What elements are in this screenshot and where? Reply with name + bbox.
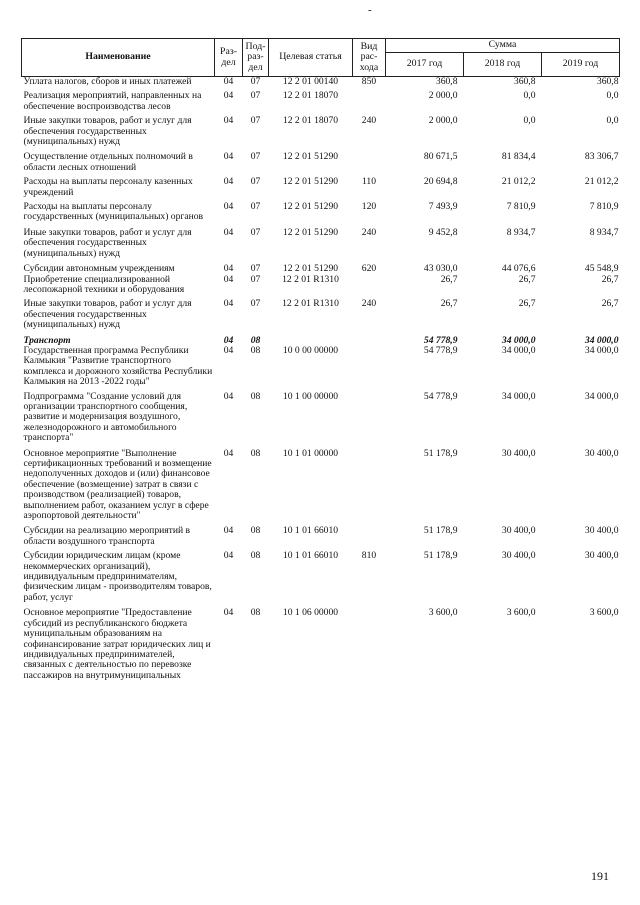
row-name: Основное мероприятие "Выполнение сертификационных требований и возмещение недополученных доходов и (или) финансовое обеспечение (возмещение) затрат в связи с производством (реализацией) товаров, выполнением работ, оказанием услуг в сфере аэропортовой деятельности" — [23, 447, 212, 522]
header-2018: 2018 год — [464, 53, 542, 77]
row-sum-2019: 34 000,0 — [584, 334, 619, 346]
row-sum-2019: 0,0 — [606, 90, 619, 102]
row-expense-type: 110 — [361, 176, 377, 188]
row-sum-2017: 54 778,9 — [423, 344, 458, 356]
row-name: Субсидии юридическим лицам (кроме некоммерческих организаций), индивидуальным предпринимателям, физическим лицам - производителям товаров, работ, услуг — [23, 550, 212, 603]
row-target: 10 1 00 00000 — [282, 390, 339, 402]
row-sum-2018: 3 600,0 — [506, 607, 536, 619]
row-sum-2019: 7 810,9 — [589, 201, 619, 213]
row-name: Иные закупки товаров, работ и услуг для обеспечения государственных (муниципальных) нужд — [23, 226, 192, 259]
table-row — [22, 116, 620, 152]
row-expense-type — [353, 392, 386, 449]
row-target: 12 2 01 51290 — [282, 151, 339, 163]
row-section: 04 — [223, 201, 234, 213]
row-subsection: 07 — [250, 273, 261, 285]
row-name: Подпрограмма "Создание условий для организации транспортного сообщения, развитие и модернизация воздушного, железнодорожного и автомобильного транспорта" — [23, 390, 188, 444]
table-body — [22, 77, 620, 682]
row-sum-2017: 51 178,9 — [423, 550, 458, 562]
table-header — [22, 39, 620, 77]
row-sum-2019: 360,8 — [596, 76, 619, 87]
row-sum-2017: 26,7 — [440, 273, 458, 285]
row-sum-2019: 83 306,7 — [584, 151, 619, 163]
table-row — [22, 91, 620, 116]
row-section: 04 — [223, 607, 234, 619]
row-sum-2017: 54 778,9 — [423, 390, 458, 402]
row-expense-type: 240 — [361, 115, 377, 127]
table-row — [22, 177, 620, 202]
row-sum-2018: 34 000,0 — [501, 344, 536, 356]
row-subsection: 07 — [250, 90, 261, 102]
row-sum-2018: 360,8 — [513, 76, 536, 87]
row-sum-2019: 26,7 — [601, 298, 619, 310]
row-sum-2018: 26,7 — [518, 298, 536, 310]
row-sum-2017: 54 778,9 — [423, 334, 458, 346]
table-row — [22, 264, 620, 274]
row-name: Основное мероприятие "Предоставление субсидий из республиканского бюджета муниципальным образованиям на софинансирование затрат юридических лиц и индивидуальных предпринимателей, связанных с деятельностью по перевозке пассажиров на внутримуниципальных — [23, 607, 211, 681]
row-subsection: 07 — [250, 176, 261, 188]
row-expense-type: 850 — [361, 76, 377, 87]
row-sum-2017: 9 452,8 — [428, 226, 458, 238]
row-section: 04 — [223, 298, 234, 310]
table-row — [22, 346, 620, 392]
row-name: Реализация мероприятий, направленных на обеспечение воспроизводства лесов — [23, 90, 202, 112]
row-sum-2018: 44 076,6 — [501, 263, 536, 275]
row-target: 12 2 01 51290 — [282, 226, 339, 238]
row-section: 04 — [223, 76, 234, 87]
table-row — [22, 202, 620, 228]
row-sum-2018: 81 834,4 — [501, 151, 536, 163]
row-expense-type — [353, 449, 386, 527]
row-name: Иные закупки товаров, работ и услуг для обеспечения государственных (муниципальных) нужд — [23, 115, 192, 148]
row-section: 04 — [223, 176, 234, 188]
row-section: 04 — [223, 115, 234, 127]
table-row — [22, 608, 620, 681]
row-section: 04 — [223, 525, 234, 537]
row-sum-2018: 0,0 — [523, 115, 536, 127]
top-mark: - — [368, 4, 372, 16]
row-section: 04 — [223, 334, 234, 346]
page-number: 191 — [591, 869, 609, 883]
row-section: 04 — [223, 550, 234, 562]
budget-table — [21, 38, 620, 681]
header-name: Наименование — [22, 39, 215, 77]
row-sum-2018: 34 000,0 — [501, 390, 536, 402]
row-target: 10 0 00 00000 — [282, 344, 339, 356]
row-name: Расходы на выплаты персоналу государственных (муниципальных) органов — [23, 201, 204, 223]
row-target: 12 2 01 00140 — [282, 76, 339, 87]
row-sum-2017: 7 493,9 — [428, 201, 458, 213]
row-expense-type: 240 — [361, 226, 377, 238]
row-section: 04 — [223, 273, 234, 285]
row-target: 10 1 01 00000 — [282, 447, 339, 459]
row-section: 04 — [223, 263, 234, 275]
row-sum-2017: 80 671,5 — [423, 151, 458, 163]
table-row — [22, 392, 620, 449]
row-subsection: 08 — [250, 525, 261, 537]
row-expense-type — [353, 608, 386, 681]
row-sum-2019: 3 600,0 — [589, 607, 619, 619]
row-target: 10 1 01 66010 — [282, 550, 339, 562]
row-sum-2018: 30 400,0 — [501, 447, 536, 459]
row-subsection: 07 — [250, 201, 261, 213]
row-section: 04 — [223, 90, 234, 102]
row-expense-type — [353, 336, 386, 346]
row-sum-2019: 8 934,7 — [589, 226, 619, 238]
header-2017: 2017 год — [386, 53, 464, 77]
row-name: Осуществление отдельных полномочий в области лесных отношений — [23, 151, 193, 173]
row-section: 04 — [223, 390, 234, 402]
row-sum-2018: 7 810,9 — [506, 201, 536, 213]
row-name: Субсидии на реализацию мероприятий в области воздушного транспорта — [23, 525, 191, 547]
row-sum-2018: 8 934,7 — [506, 226, 536, 238]
row-section: 04 — [223, 447, 234, 459]
row-subsection: 08 — [250, 390, 261, 402]
row-sum-2019: 0,0 — [606, 115, 619, 127]
row-sum-2017: 360,8 — [435, 76, 458, 87]
row-subsection: 08 — [250, 447, 261, 459]
row-subsection: 07 — [250, 298, 261, 310]
row-expense-type: 810 — [361, 550, 377, 562]
table-row — [22, 152, 620, 177]
row-subsection: 08 — [250, 607, 261, 619]
header-subsection: Под-раз-дел — [243, 39, 269, 77]
table-row — [22, 77, 620, 92]
table-row — [22, 275, 620, 300]
row-expense-type: 120 — [361, 201, 377, 213]
row-target: 12 2 01 51290 — [282, 201, 339, 213]
table-row — [22, 228, 620, 264]
row-name: Иные закупки товаров, работ и услуг для обеспечения государственных (муниципальных) нужд — [23, 298, 192, 331]
row-sum-2017: 2 000,0 — [428, 115, 458, 127]
row-section: 04 — [223, 226, 234, 238]
row-sum-2017: 51 178,9 — [423, 447, 458, 459]
row-sum-2019: 45 548,9 — [584, 263, 619, 275]
table-row — [22, 551, 620, 608]
header-section: Раз-дел — [215, 39, 243, 77]
row-sum-2018: 0,0 — [523, 90, 536, 102]
row-subsection: 07 — [250, 76, 261, 87]
row-sum-2018: 30 400,0 — [501, 525, 536, 537]
header-2019: 2019 год — [542, 53, 620, 77]
row-sum-2019: 30 400,0 — [584, 447, 619, 459]
row-name: Расходы на выплаты персоналу казенных учреждений — [23, 176, 193, 198]
row-expense-type — [353, 526, 386, 551]
row-sum-2019: 34 000,0 — [584, 390, 619, 402]
row-sum-2017: 26,7 — [440, 298, 458, 310]
row-expense-type — [353, 91, 386, 116]
row-name: Государственная программа Республики Калмыкия "Развитие транспортного комплекса и дорожного хозяйства Республики Калмыкия на 2013 -2022 годы" — [23, 344, 213, 388]
row-sum-2018: 34 000,0 — [501, 334, 536, 346]
row-name: Приобретение специализированной лесопожарной техники и оборудования — [23, 273, 185, 295]
row-sum-2017: 20 694,8 — [423, 176, 458, 188]
row-name: Транспорт — [23, 334, 71, 346]
row-section: 04 — [223, 151, 234, 163]
row-sum-2017: 51 178,9 — [423, 525, 458, 537]
row-sum-2017: 2 000,0 — [428, 90, 458, 102]
row-name: Субсидии автономным учреждениям — [23, 263, 175, 275]
row-sum-2018: 30 400,0 — [501, 550, 536, 562]
row-sum-2019: 30 400,0 — [584, 550, 619, 562]
row-sum-2019: 30 400,0 — [584, 525, 619, 537]
row-expense-type — [353, 152, 386, 177]
row-sum-2017: 3 600,0 — [428, 607, 458, 619]
row-subsection: 07 — [250, 263, 261, 275]
row-sum-2019: 21 012,2 — [584, 176, 619, 188]
row-target: 12 2 01 R1310 — [282, 298, 339, 310]
header-sum: Сумма — [386, 39, 620, 53]
row-expense-type: 240 — [361, 298, 377, 310]
row-sum-2019: 26,7 — [601, 273, 619, 285]
row-subsection: 08 — [250, 334, 261, 346]
row-sum-2018: 21 012,2 — [501, 176, 536, 188]
row-subsection: 07 — [250, 226, 261, 238]
row-subsection: 07 — [250, 151, 261, 163]
header-expense-type: Вид рас-хода — [353, 39, 386, 77]
row-target: 12 2 01 51290 — [282, 263, 339, 275]
row-sum-2018: 26,7 — [518, 273, 536, 285]
row-target: 12 2 01 18070 — [282, 115, 339, 127]
row-target: 10 1 06 00000 — [282, 607, 339, 619]
row-name: Уплата налогов, сборов и иных платежей — [23, 76, 192, 87]
row-target: 10 1 01 66010 — [282, 525, 339, 537]
row-sum-2017: 43 030,0 — [423, 263, 458, 275]
header-target: Целевая статья — [269, 39, 353, 77]
row-target: 12 2 01 18070 — [282, 90, 339, 102]
row-subsection: 07 — [250, 115, 261, 127]
row-expense-type — [353, 275, 386, 300]
row-expense-type: 620 — [361, 263, 377, 275]
row-subsection: 08 — [250, 550, 261, 562]
row-expense-type — [353, 346, 386, 392]
row-target: 12 2 01 51290 — [282, 176, 339, 188]
row-target: 12 2 01 R1310 — [282, 273, 339, 285]
row-section: 04 — [223, 344, 234, 356]
table-row — [22, 449, 620, 527]
row-subsection: 08 — [250, 344, 261, 356]
row-sum-2019: 34 000,0 — [584, 344, 619, 356]
table-row — [22, 299, 620, 335]
table-row — [22, 526, 620, 551]
